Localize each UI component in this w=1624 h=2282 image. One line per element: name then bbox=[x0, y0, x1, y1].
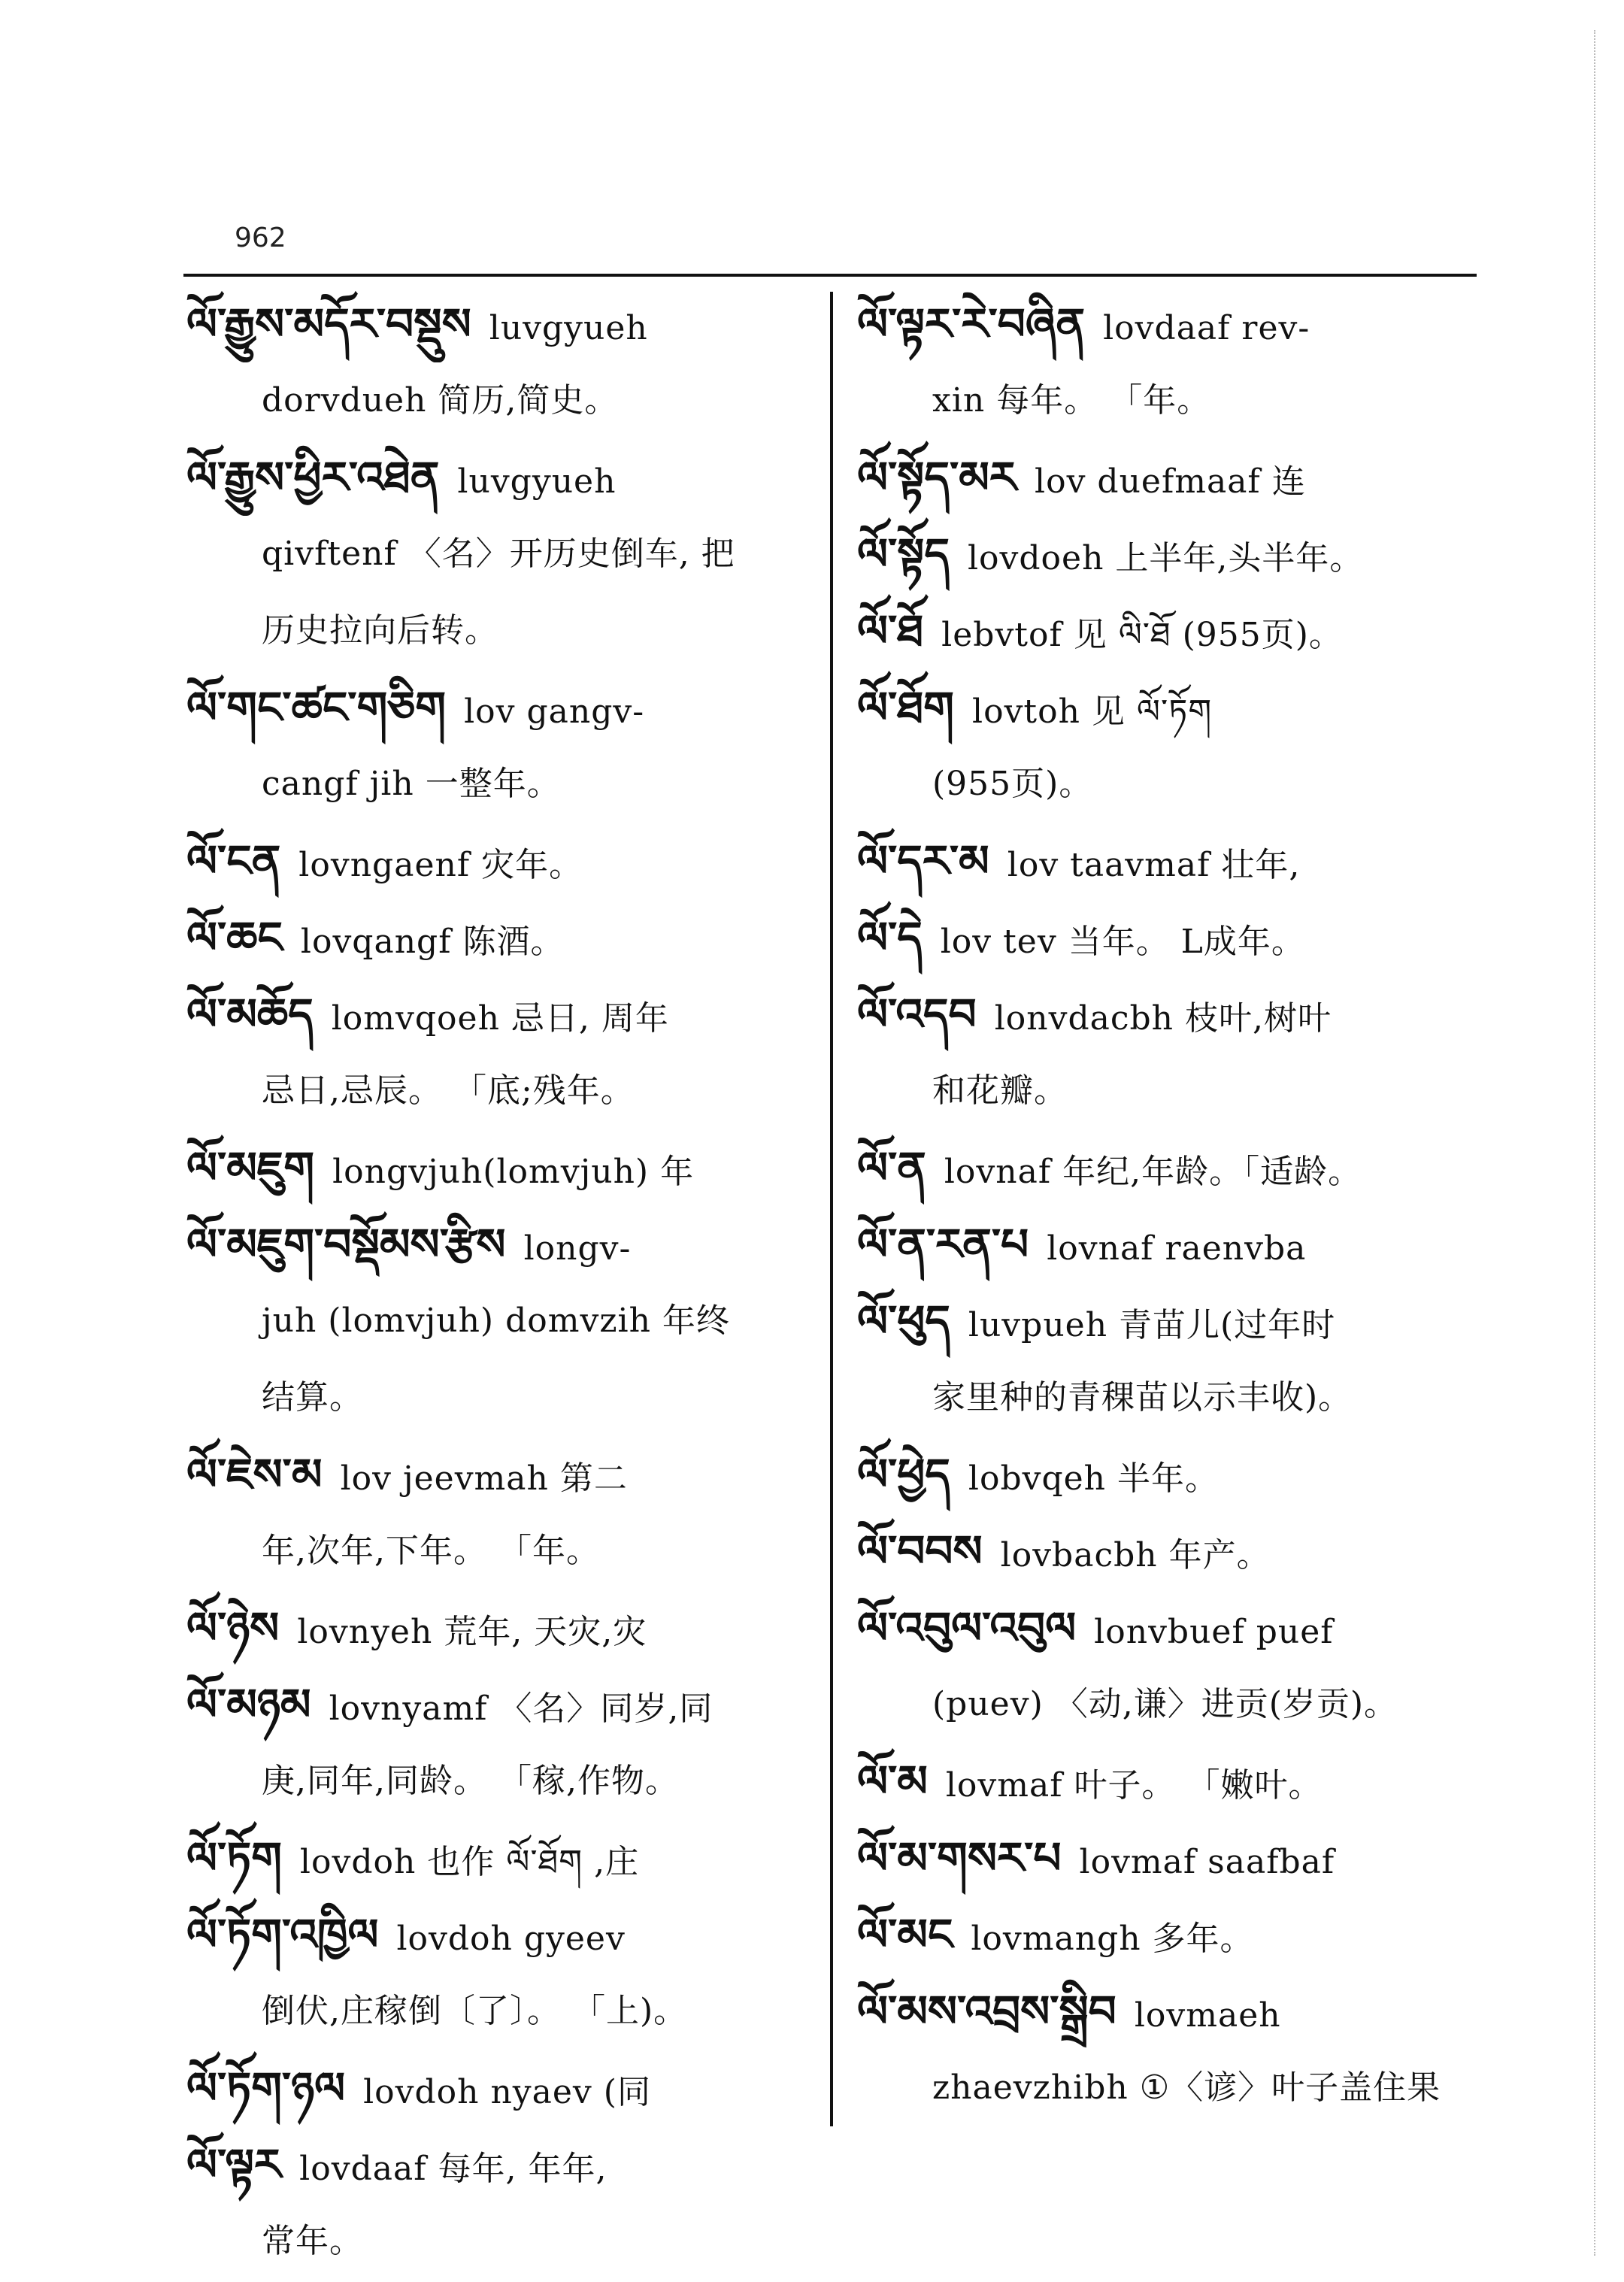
dictionary-entry bbox=[857, 1206, 1481, 1283]
entry-text: lebvtof 见 ལི་ཐོ (955页)。 bbox=[941, 616, 1343, 654]
tibetan-headword: ལོ་སྟོད་མར bbox=[857, 452, 1017, 503]
entry-text: 忌日,忌辰。 「底;残年。 bbox=[262, 1071, 635, 1110]
entry-text: 结算。 bbox=[262, 1378, 363, 1417]
entry-text: luvpueh 青苗儿(过年时 bbox=[968, 1306, 1336, 1344]
dictionary-entry bbox=[186, 439, 810, 516]
tibetan-headword: ལོ་དར་མ bbox=[857, 835, 989, 886]
entry-text: lovnyamf 〈名〉同岁,同 bbox=[329, 1690, 714, 1728]
entry-text: lovdaaf rev- bbox=[1103, 309, 1310, 347]
entry-text: 家里种的青稞苗以示丰收)。 bbox=[932, 1378, 1353, 1417]
scan-margin bbox=[1594, 30, 1618, 2256]
entry-continuation bbox=[186, 362, 810, 439]
entry-text: lovngaenf 灾年。 bbox=[298, 846, 583, 884]
tibetan-headword: ལོ་ཆང bbox=[186, 912, 283, 963]
entry-continuation bbox=[186, 592, 810, 669]
entry-text: longv- bbox=[523, 1229, 632, 1268]
entry-text: lobvqeh 半年。 bbox=[968, 1459, 1220, 1498]
dictionary-entry bbox=[186, 286, 810, 362]
tibetan-headword: ལོ་ལྟར་རེ་བཞིན bbox=[857, 299, 1086, 350]
dictionary-entry bbox=[857, 1129, 1481, 1206]
entry-text: (955页)。 bbox=[932, 765, 1093, 803]
tibetan-headword: ལོ་ལྟར bbox=[186, 2139, 282, 2190]
dictionary-entry bbox=[857, 1820, 1481, 1896]
entry-text: lovtoh 见 ལོ་ཏོག bbox=[972, 692, 1213, 731]
tibetan-headword: ལོ་ཕུད bbox=[857, 1296, 950, 1347]
tibetan-headword: ལོ་མཆོད bbox=[186, 989, 314, 1040]
tibetan-headword: ལོ་མཇུག bbox=[186, 1142, 315, 1193]
entry-continuation bbox=[186, 1283, 810, 1359]
entry-text: cangf jih 一整年。 bbox=[262, 765, 561, 803]
dictionary-entry bbox=[857, 669, 1481, 746]
entry-text: dorvdueh 简历,简史。 bbox=[262, 381, 619, 420]
tibetan-headword: ལོ་ན་རན་པ bbox=[857, 1219, 1029, 1270]
dictionary-entry bbox=[857, 1896, 1481, 1973]
entry-text: lovmangh 多年。 bbox=[971, 1920, 1254, 1958]
dictionary-entry bbox=[857, 823, 1481, 899]
entry-text: (puev) 〈动,谦〉进贡(岁贡)。 bbox=[932, 1685, 1398, 1723]
tibetan-headword: ལོ་གང་ཚང་གཅིག bbox=[186, 682, 447, 733]
entry-text: lonvdacbh 枝叶,树叶 bbox=[994, 999, 1332, 1038]
tibetan-headword: ལོ་མས་འབྲས་སྒྲིབ bbox=[857, 1986, 1116, 2037]
entry-continuation bbox=[186, 1743, 810, 1820]
entry-text: lov jeevmah 第二 bbox=[340, 1459, 628, 1498]
entry-text: lov tev 当年。 L成年。 bbox=[940, 923, 1305, 961]
entry-continuation bbox=[186, 1053, 810, 1129]
entry-text: juh (lomvjuh) domvzih 年终 bbox=[262, 1302, 730, 1340]
dictionary-entry bbox=[857, 899, 1481, 976]
entry-continuation bbox=[857, 1666, 1481, 1743]
entry-continuation bbox=[857, 2050, 1481, 2126]
entry-text: 庚,同年,同龄。 「稼,作物。 bbox=[262, 1762, 679, 1800]
entry-continuation bbox=[186, 2203, 810, 2280]
tibetan-headword: ལོ་ན bbox=[857, 1142, 926, 1193]
tibetan-headword: ལོ་དེ bbox=[857, 912, 923, 963]
dictionary-entry bbox=[186, 823, 810, 899]
dictionary-entry bbox=[857, 976, 1481, 1053]
entry-text: lovnaf 年纪,年龄。「适龄。 bbox=[944, 1153, 1362, 1191]
tibetan-headword: ལོ་ཕྱེད bbox=[857, 1449, 950, 1500]
entry-continuation bbox=[857, 362, 1481, 439]
entry-text: lomvqoeh 忌日, 周年 bbox=[331, 999, 669, 1038]
left-column bbox=[186, 286, 810, 2280]
entry-text: luvgyueh bbox=[457, 462, 617, 501]
entry-text: lovnyeh 荒年, 天灾,灾 bbox=[297, 1613, 647, 1651]
dictionary-entry bbox=[186, 1436, 810, 1513]
entry-text: 倒伏,庄稼倒〔了〕。 「上)。 bbox=[262, 1992, 688, 2030]
tibetan-headword: ལོ་རྒྱུས་ཕྱིར་འཐེན bbox=[186, 452, 440, 503]
dictionary-entry bbox=[857, 1590, 1481, 1666]
entry-text: lovdoh gyeev bbox=[396, 1920, 626, 1958]
tibetan-headword: ལོ་ཐོག bbox=[857, 682, 954, 733]
entry-text: lovbacbh 年产。 bbox=[1000, 1536, 1271, 1574]
dictionary-entry bbox=[186, 2050, 810, 2126]
dictionary-entry bbox=[857, 1436, 1481, 1513]
entry-text: lovdoeh 上半年,头半年。 bbox=[967, 539, 1364, 577]
dictionary-entry bbox=[186, 976, 810, 1053]
dictionary-entry bbox=[186, 1820, 810, 1896]
tibetan-headword: ལོ་མཇུག་བསྡོམས་རྩིས bbox=[186, 1219, 506, 1270]
entry-text: luvgyueh bbox=[489, 309, 648, 347]
dictionary-entry bbox=[857, 1973, 1481, 2050]
dictionary-entry bbox=[186, 899, 810, 976]
entry-text: lov gangv- bbox=[464, 692, 645, 731]
dictionary-entry bbox=[857, 286, 1481, 362]
entry-continuation bbox=[857, 1359, 1481, 1436]
entry-text: lovnaf raenvba bbox=[1047, 1229, 1307, 1268]
dictionary-entry bbox=[857, 592, 1481, 669]
entry-continuation bbox=[186, 516, 810, 592]
header-rule bbox=[183, 274, 1477, 277]
entry-text: lovdoh nyaev (同 bbox=[363, 2073, 651, 2111]
dictionary-entry bbox=[186, 1129, 810, 1206]
dictionary-entry bbox=[857, 439, 1481, 516]
tibetan-headword: ལོ་འབུལ་འབུལ bbox=[857, 1602, 1077, 1653]
dictionary-entry bbox=[186, 1590, 810, 1666]
dictionary-entry bbox=[186, 1896, 810, 1973]
dictionary-entry bbox=[186, 1206, 810, 1283]
entry-text: lovmaf saafbaf bbox=[1079, 1843, 1335, 1881]
page-number: 962 bbox=[235, 223, 286, 253]
entry-text: qivftenf 〈名〉开历史倒车, 把 bbox=[262, 535, 735, 573]
entry-text: lovdoh 也作 ལོ་ཐོག ,庄 bbox=[299, 1843, 640, 1881]
tibetan-headword: ལོ་མང bbox=[857, 1909, 953, 1960]
dictionary-entry bbox=[857, 1283, 1481, 1359]
entry-text: xin 每年。 「年。 bbox=[932, 381, 1211, 420]
dictionary-entry bbox=[186, 1666, 810, 1743]
tibetan-headword: ལོ་ཏོག bbox=[186, 1832, 282, 1883]
tibetan-headword: ལོ་རྒྱུས་མདོར་བསྡུས bbox=[186, 299, 471, 350]
dictionary-entry bbox=[857, 516, 1481, 592]
tibetan-headword: ལོ་ཉེས bbox=[186, 1602, 280, 1653]
tibetan-headword: ལོ་མཉམ bbox=[186, 1679, 311, 1730]
entry-text: 历史拉向后转。 bbox=[262, 611, 498, 650]
entry-text: lov taavmaf 壮年, bbox=[1007, 846, 1301, 884]
entry-text: 年,次年,下年。 「年。 bbox=[262, 1532, 600, 1570]
dictionary-entry bbox=[857, 1513, 1481, 1590]
tibetan-headword: ལོ་བབས bbox=[857, 1526, 983, 1577]
entry-continuation bbox=[186, 1359, 810, 1436]
entry-text: lovqangf 陈酒。 bbox=[300, 923, 565, 961]
right-column bbox=[857, 286, 1481, 2126]
entry-text: lovdaaf 每年, 年年, bbox=[299, 2150, 607, 2188]
dictionary-entry bbox=[186, 669, 810, 746]
tibetan-headword: ལོ་ཏོག་འཁྱིལ bbox=[186, 1909, 379, 1960]
entry-continuation bbox=[857, 1053, 1481, 1129]
tibetan-headword: ལོ་འདབ bbox=[857, 989, 977, 1040]
tibetan-headword: ལོ་ཇེས་མ bbox=[186, 1449, 323, 1500]
tibetan-headword: ལོ་ངན bbox=[186, 835, 281, 886]
entry-text: 和花瓣。 bbox=[932, 1071, 1068, 1110]
entry-text: longvjuh(lomvjuh) 年 bbox=[332, 1153, 695, 1191]
entry-continuation bbox=[857, 746, 1481, 823]
column-divider bbox=[830, 292, 833, 2126]
tibetan-headword: ལོ་ཐོ bbox=[857, 605, 924, 656]
entry-continuation bbox=[186, 1513, 810, 1590]
dictionary-entry bbox=[186, 2126, 810, 2203]
entry-text: zhaevzhibh ①〈谚〉叶子盖住果 bbox=[932, 2068, 1441, 2107]
tibetan-headword: ལོ་སྟོད bbox=[857, 529, 950, 580]
entry-continuation bbox=[186, 746, 810, 823]
entry-continuation bbox=[186, 1973, 810, 2050]
tibetan-headword: ལོ་ཏོག་ཉལ bbox=[186, 2062, 346, 2114]
entry-text: 常年。 bbox=[262, 2222, 363, 2260]
entry-text: lonvbuef puef bbox=[1094, 1613, 1334, 1651]
entry-text: lovmaf 叶子。 「嫩叶。 bbox=[945, 1766, 1323, 1805]
entry-text: lov duefmaaf 连 bbox=[1035, 462, 1306, 501]
tibetan-headword: ལོ་མ bbox=[857, 1756, 928, 1807]
tibetan-headword: ལོ་མ་གསར་པ bbox=[857, 1832, 1062, 1883]
dictionary-entry bbox=[857, 1743, 1481, 1820]
entry-text: lovmaeh bbox=[1134, 1996, 1281, 2035]
